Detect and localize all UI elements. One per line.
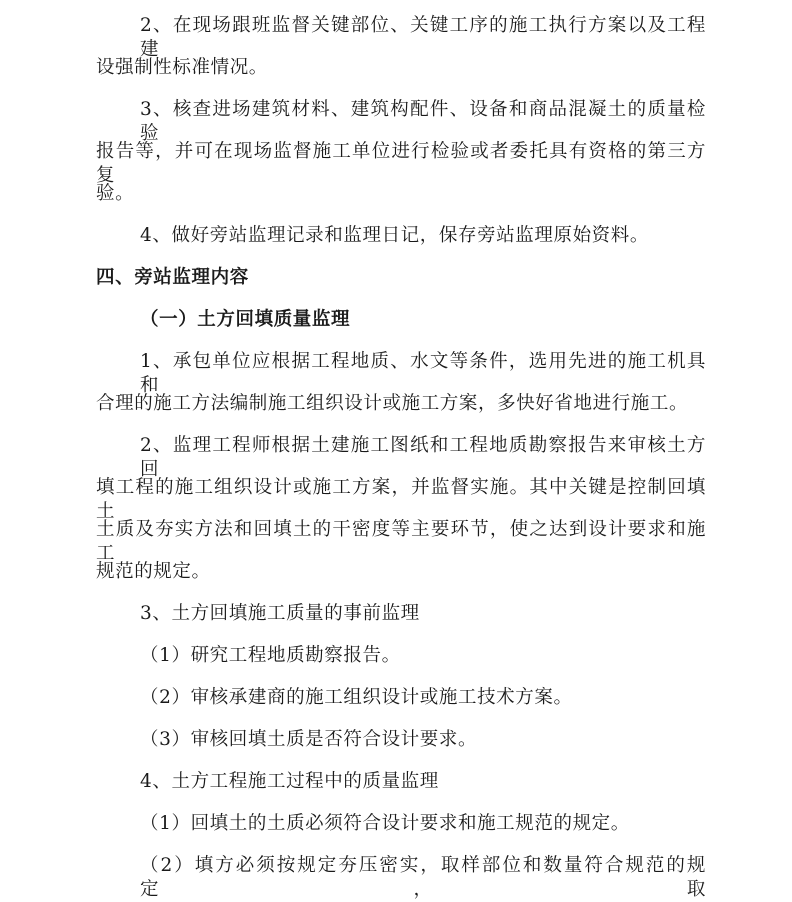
paragraph-line: 设强制性标准情况。 [96, 57, 268, 78]
list-item: （2）审核承建商的施工组织设计或施工技术方案。 [140, 687, 573, 708]
paragraph-line: 4、土方工程施工过程中的质量监理 [140, 771, 439, 792]
paragraph-line: 2、在现场跟班监督关键部位、关键工序的施工执行方案以及工程建 [140, 15, 706, 60]
paragraph-line: 规范的规定。 [96, 561, 211, 582]
paragraph-line: 3、土方回填施工质量的事前监理 [140, 603, 420, 624]
paragraph-line: 土质及夯实方法和回填土的干密度等主要环节，使之达到设计要求和施工 [96, 519, 706, 564]
paragraph-line: 报告等，并可在现场监督施工单位进行检验或者委托具有资格的第三方复 [96, 141, 706, 186]
section-heading: 四、旁站监理内容 [96, 267, 249, 288]
subsection-heading: （一）土方回填质量监理 [140, 309, 351, 330]
paragraph-line: 验。 [96, 183, 135, 204]
list-item: （1）研究工程地质勘察报告。 [140, 645, 401, 666]
list-item: （2）填方必须按规定夯压密实，取样部位和数量符合规范的规定，取 [140, 855, 706, 900]
paragraph-line: 1、承包单位应根据工程地质、水文等条件，选用先进的施工机具和 [140, 351, 706, 396]
paragraph-line: 合理的施工方法编制施工组织设计或施工方案，多快好省地进行施工。 [96, 393, 689, 414]
list-item: （3）审核回填土质是否符合设计要求。 [140, 729, 478, 750]
paragraph-line: 4、做好旁站监理记录和监理日记，保存旁站监理原始资料。 [140, 225, 649, 246]
paragraph-line: 填工程的施工组织设计或施工方案，并监督实施。其中关键是控制回填土 [96, 477, 706, 522]
paragraph-line: 3、核查进场建筑材料、建筑构配件、设备和商品混凝土的质量检验 [140, 99, 706, 144]
paragraph-line: 2、监理工程师根据土建施工图纸和工程地质勘察报告来审核土方回 [140, 435, 706, 480]
list-item: （1）回填土的土质必须符合设计要求和施工规范的规定。 [140, 813, 630, 834]
